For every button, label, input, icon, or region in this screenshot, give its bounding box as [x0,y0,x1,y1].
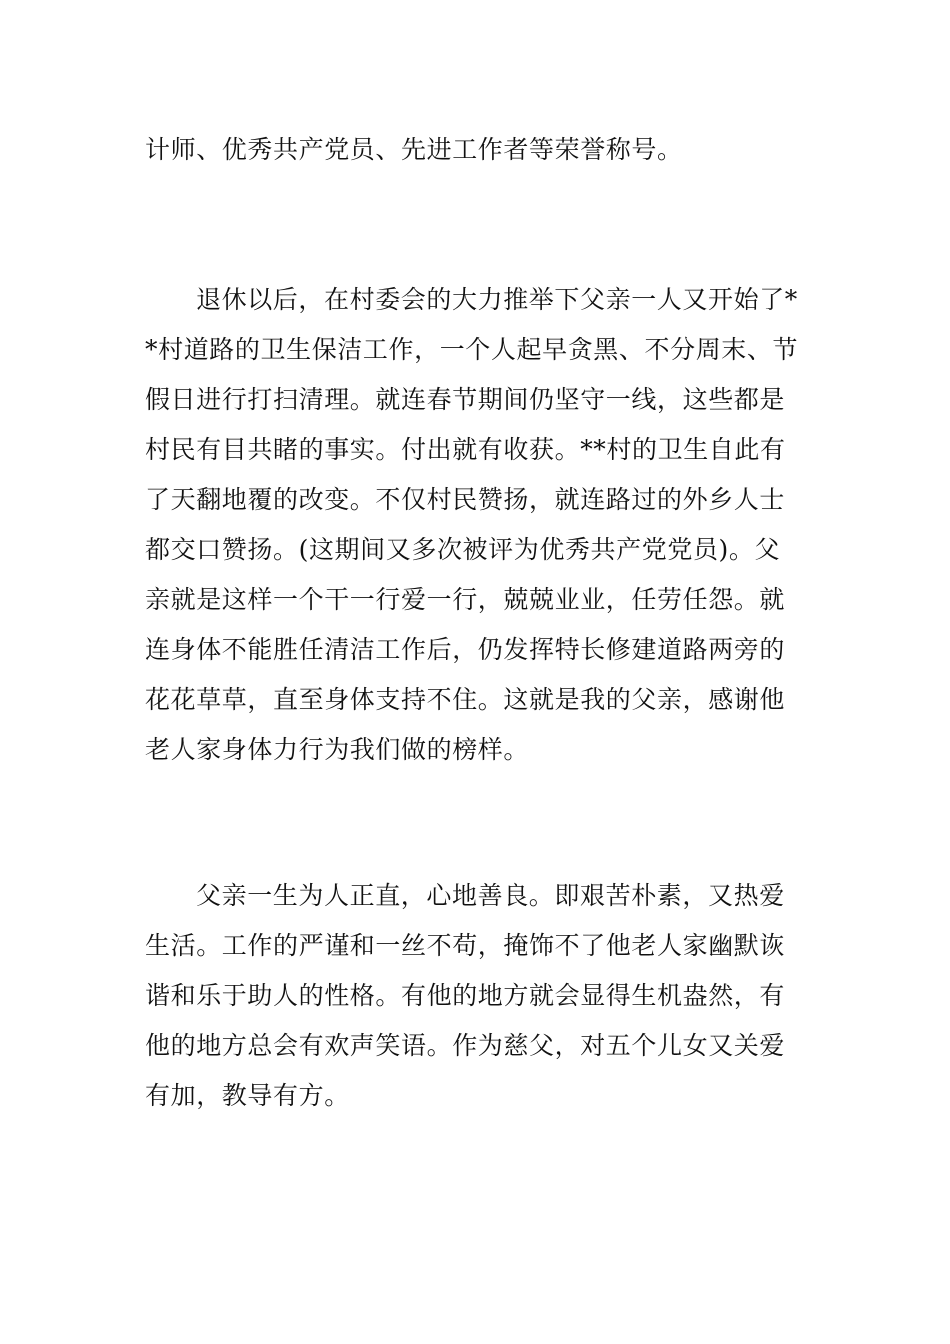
paragraph-line: 村民有目共睹的事实。付出就有收获。**村的卫生自此有 [145,435,786,464]
paragraph-line: 父亲一生为人正直，心地善良。即艰苦朴素，又热爱 [196,881,785,910]
paragraph-line: 假日进行打扫清理。就连春节期间仍坚守一线，这些都是 [145,385,786,414]
paragraph-line: 谐和乐于助人的性格。有他的地方就会显得生机盎然，有 [145,981,786,1010]
paragraph-line: 花花草草，直至身体支持不住。这就是我的父亲，感谢他 [145,685,786,714]
paragraph-line: 有加，教导有方。 [145,1081,350,1110]
paragraph-line: 亲就是这样一个干一行爱一行，兢兢业业，任劳任怨。就 [145,585,786,614]
paragraph-line: 退休以后，在村委会的大力推举下父亲一人又开始了* [196,285,798,314]
paragraph-line: 连身体不能胜任清洁工作后，仍发挥特长修建道路两旁的 [145,635,786,664]
paragraph-line: 生活。工作的严谨和一丝不苟，掩饰不了他老人家幽默诙 [145,931,786,960]
paragraph-line: 都交口赞扬。(这期间又多次被评为优秀共产党党员)。父 [145,535,781,564]
paragraph-line: 他的地方总会有欢声笑语。作为慈父，对五个儿女又关爱 [145,1031,786,1060]
paragraph-line: *村道路的卫生保洁工作，一个人起早贪黑、不分周末、节 [145,335,799,364]
paragraph-line: 老人家身体力行为我们做的榜样。 [145,735,530,764]
paragraph-line: 了天翻地覆的改变。不仅村民赞扬，就连路过的外乡人士 [145,485,786,514]
paragraph-line: 计师、优秀共产党员、先进工作者等荣誉称号。 [145,135,683,164]
